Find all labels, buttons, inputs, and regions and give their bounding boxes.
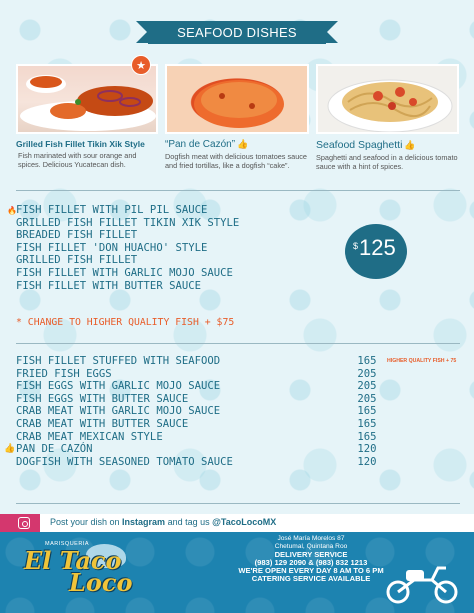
item-price: 165 bbox=[357, 417, 377, 430]
dish-name: Seafood Spaghetti 👍 bbox=[316, 139, 416, 151]
divider bbox=[16, 503, 460, 504]
higher-quality-note: HIGHER QUALITY FISH + 75 bbox=[387, 358, 457, 364]
brand-logo: El Taco Loco bbox=[24, 546, 133, 597]
item-name: DOGFISH WITH SEASONED TOMATO SAUCE bbox=[16, 455, 233, 468]
featured-dish-seafood-spaghetti bbox=[316, 64, 459, 171]
featured-dish-tikin-xik bbox=[16, 64, 158, 169]
address-line: Chetumal, Quintana Roo bbox=[274, 543, 348, 551]
item-name: CRAB MEAT MEXICAN STYLE bbox=[16, 430, 163, 443]
instagram-bar bbox=[0, 514, 474, 532]
catering-label: CATERING SERVICE AVAILABLE bbox=[251, 574, 371, 584]
item-name: FISH FILLET STUFFED WITH SEAFOOD bbox=[16, 355, 221, 367]
dish-description: Fish marinated with sour orange and spices. Delicious Yucatecan dish. bbox=[18, 151, 137, 169]
dish-photo bbox=[16, 64, 158, 134]
list-item bbox=[16, 405, 460, 418]
list-item bbox=[16, 368, 460, 381]
list-item: FISH FILLET WITH GARLIC MOJO SAUCE bbox=[16, 266, 233, 279]
item-name: CRAB MEAT WITH GARLIC MOJO SAUCE bbox=[16, 405, 221, 418]
thumbs-up-icon: 👍 bbox=[237, 139, 249, 149]
list-item: 🔥 FISH FILLET WITH PIL PIL SAUCE bbox=[7, 204, 208, 216]
spicy-fire-icon: 🔥 bbox=[7, 206, 17, 215]
price-amount: 125 bbox=[359, 235, 396, 260]
divider bbox=[16, 190, 460, 191]
item-name: CRAB MEAT WITH BUTTER SAUCE bbox=[16, 417, 189, 430]
list-item: FISH FILLET WITH BUTTER SAUCE bbox=[16, 279, 201, 292]
list-item bbox=[16, 431, 460, 444]
featured-dish-pan-de-cazon bbox=[165, 64, 309, 170]
recommended-star-icon: ★ bbox=[131, 55, 151, 75]
item-price: 120 bbox=[357, 443, 377, 456]
item-price: 205 bbox=[357, 367, 377, 380]
section-title: SEAFOOD DISHES bbox=[148, 21, 326, 44]
list-item: GRILLED FISH FILLET bbox=[16, 254, 138, 267]
list-item bbox=[16, 456, 460, 469]
specialties-list bbox=[4, 355, 460, 468]
item-price: 120 bbox=[357, 455, 377, 468]
fish-fillet-list bbox=[7, 204, 240, 292]
list-item bbox=[16, 380, 460, 393]
list-item: BREADED FISH FILLET bbox=[16, 229, 138, 242]
item-name: FISH EGGS WITH BUTTER SAUCE bbox=[16, 392, 189, 405]
thumbs-up-icon: 👍 bbox=[404, 140, 416, 150]
brand-tagline: MARISQUERIA bbox=[45, 541, 90, 547]
list-item: FISH FILLET 'DON HUACHO' STYLE bbox=[16, 241, 208, 254]
group-price-badge bbox=[345, 224, 407, 279]
item-price: 205 bbox=[357, 392, 377, 405]
dish-description: Dogfish meat with delicious tomatoes sauce and fried tortillas, like a dogfish “cake”. bbox=[165, 152, 307, 170]
dish-name: “Pan de Cazón” 👍 bbox=[165, 139, 249, 150]
dish-photo bbox=[316, 64, 459, 134]
list-item bbox=[4, 443, 460, 456]
address-line: José María Morelos 87 bbox=[277, 535, 345, 542]
item-name: FISH EGGS WITH GARLIC MOJO SAUCE bbox=[16, 380, 221, 393]
dish-name: Grilled Fish Fillet Tikin Xik Style bbox=[16, 139, 145, 149]
opening-hours: WE'RE OPEN EVERY DAY 8 AM TO 6 PM bbox=[238, 566, 384, 576]
contact-info bbox=[236, 535, 386, 584]
thumbs-up-icon: 👍 bbox=[4, 444, 16, 455]
list-item: GRILLED FISH FILLET TIKIN XIK STYLE bbox=[16, 216, 240, 229]
phone-numbers[interactable]: (983) 129 2090 & (983) 832 1213 bbox=[254, 558, 368, 568]
item-name: FRIED FISH EGGS bbox=[16, 367, 112, 380]
delivery-motorcycle-icon bbox=[384, 560, 464, 605]
item-price: 205 bbox=[357, 380, 377, 393]
divider bbox=[16, 343, 460, 344]
item-price: 165 bbox=[357, 430, 377, 443]
list-item bbox=[16, 418, 460, 431]
dish-description: Spaghetti and seafood in a delicious tomato sauce with a hint of spices. bbox=[316, 153, 458, 171]
instagram-message: Post your dish on Instagram and tag us @TacoLocoMX bbox=[50, 517, 277, 527]
item-price: 165 bbox=[357, 355, 377, 367]
instagram-network: Instagram bbox=[122, 517, 166, 527]
upgrade-note: * CHANGE TO HIGHER QUALITY FISH + $75 bbox=[16, 317, 235, 328]
instagram-handle[interactable]: @TacoLocoMX bbox=[212, 517, 277, 527]
list-item bbox=[16, 393, 460, 406]
item-price: 165 bbox=[357, 405, 377, 418]
delivery-label: DELIVERY SERVICE bbox=[274, 550, 348, 560]
item-name: PAN DE CAZÓN bbox=[16, 443, 93, 456]
price-currency: $ bbox=[353, 241, 359, 251]
dish-photo bbox=[165, 64, 309, 134]
instagram-icon bbox=[18, 517, 30, 529]
